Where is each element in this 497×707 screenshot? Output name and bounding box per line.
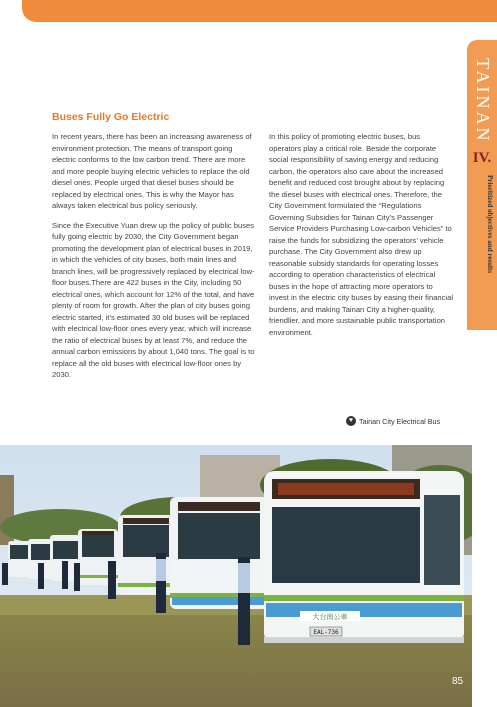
- paragraph: In this policy of promoting electric buses, bus operators play a critical role. Beside the corporate social responsibility of saving energy and reducing carbon, the operators also care about the increased benefit and reduced cost brought about by replacing the diesel buses with electrical ones. Therefore, the City Government formulated the “Regulations Governing Subsidies for Tainan City’s Passenger Service Providers Purchasing Low-carbon Vehicles” to raise the funds for subsidizing the operators’ vehicle purchase. The City Government also drew up reasonable subsidy standards for operating losses according to operation characteristics of electrical buses in the hope of attracting more operators to invest in the electric city buses by easing their financial burdens, and making Tainan City a higher-quality, friendlier, and more sustainable public transportation environment.: [269, 132, 454, 337]
- license-plate: EAL-736: [313, 629, 339, 636]
- article-heading: Buses Fully Go Electric: [52, 111, 170, 123]
- top-orange-bar: [22, 0, 497, 22]
- side-city-label: TAINAN: [473, 58, 493, 144]
- paragraph: Since the Executive Yuan drew up the policy of public buses fully going electric by 2030, the City Government began promoting the development plan of electrical buses in 2019, in which the vehicles of city buses, both main lines and branch lines, will be progressively replaced by electrical low-floor buses.There are 422 buses in the City, including 50 electrical ones, which account for 12% of the total, and have plenty of room for growth. After the plan of city buses going electric started, it’s estimated 30 old buses will be replaced with electrical low-floor ones every year, which will increase the ratio of electrical buses by at least 7%, and reduce the annual carbon emissions by about 1,040 tons. The goal is to replace all the old buses with electrical low-floor ones by 2030.: [52, 220, 255, 379]
- top-band: [0, 0, 497, 22]
- main-bus: [264, 471, 464, 643]
- caption-text: Tainan City Electrical Bus: [359, 416, 441, 426]
- bus-photo: [0, 445, 472, 707]
- right-column: [269, 131, 454, 346]
- paragraph: In recent years, there has been an increasing awareness of environment protection. The means of transport going electric conforms to the low carbon trend. There are more and more people buying electric vehicles to replace the old diesel ones. People urged that diesel buses should be replaced by electrical ones. This is why the Mayor has always taken electrical bus policy seriously.: [52, 132, 252, 210]
- bus-photo-illustration: [0, 445, 472, 707]
- bus-body-text: 大台南公車: [312, 613, 348, 621]
- section-title: Prioritized objectives and results: [486, 175, 494, 274]
- photo-caption: [346, 416, 440, 426]
- section-number: IV.: [472, 150, 492, 166]
- left-column: [52, 131, 258, 389]
- page-number: 85: [452, 676, 464, 687]
- heart-shield-icon: ♥: [346, 416, 356, 426]
